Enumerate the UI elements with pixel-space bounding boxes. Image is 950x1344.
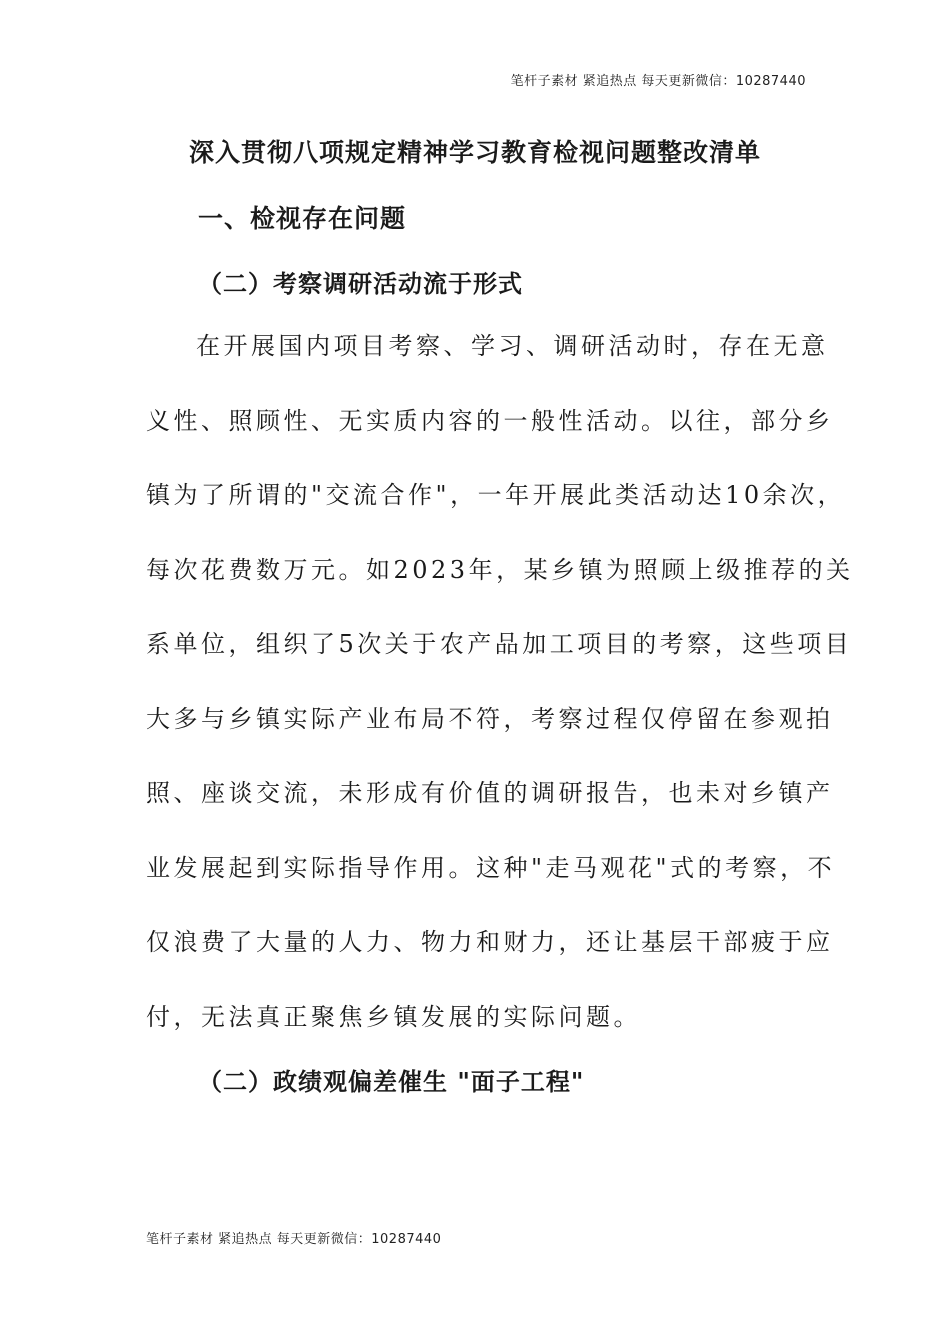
paragraph-line: 仅浪费了大量的人力、物力和财力，还让基层干部疲于应 [146, 928, 834, 956]
document-title: 深入贯彻八项规定精神学习教育检视问题整改清单 [188, 138, 761, 167]
section-heading: 一、检视存在问题 [198, 204, 407, 233]
paragraph-line: 在开展国内项目考察、学习、调研活动时，存在无意 [196, 332, 829, 360]
paragraph-line: 付，无法真正聚焦乡镇发展的实际问题。 [146, 1002, 641, 1031]
paragraph-line: 义性、照顾性、无实质内容的一般性活动。以往，部分乡 [146, 406, 834, 435]
subsection-heading-2: （二）政绩观偏差催生 "面子工程" [198, 1067, 585, 1096]
paragraph-line: 照、座谈交流，未形成有价值的调研报告，也未对乡镇产 [146, 779, 834, 807]
page-header: 笔杆子素材 紧追热点 每天更新微信：10287440 [510, 74, 806, 89]
paragraph-line: 业发展起到实际指导作用。这种"走马观花"式的考察，不 [146, 853, 836, 882]
paragraph-line: 每次花费数万元。如2023年，某乡镇为照顾上级推荐的关 [146, 555, 854, 584]
subsection-heading-1: （二）考察调研活动流于形式 [198, 269, 523, 298]
paragraph-line: 系单位，组织了5次关于农产品加工项目的考察，这些项目 [146, 630, 853, 658]
body-paragraph [146, 326, 854, 1071]
paragraph-line: 大多与乡镇实际产业布局不符，考察过程仅停留在参观拍 [146, 704, 834, 733]
paragraph-line: 镇为了所谓的"交流合作"，一年开展此类活动达10余次， [146, 481, 846, 509]
page-footer: 笔杆子素材 紧追热点 每天更新微信：10287440 [146, 1232, 442, 1247]
